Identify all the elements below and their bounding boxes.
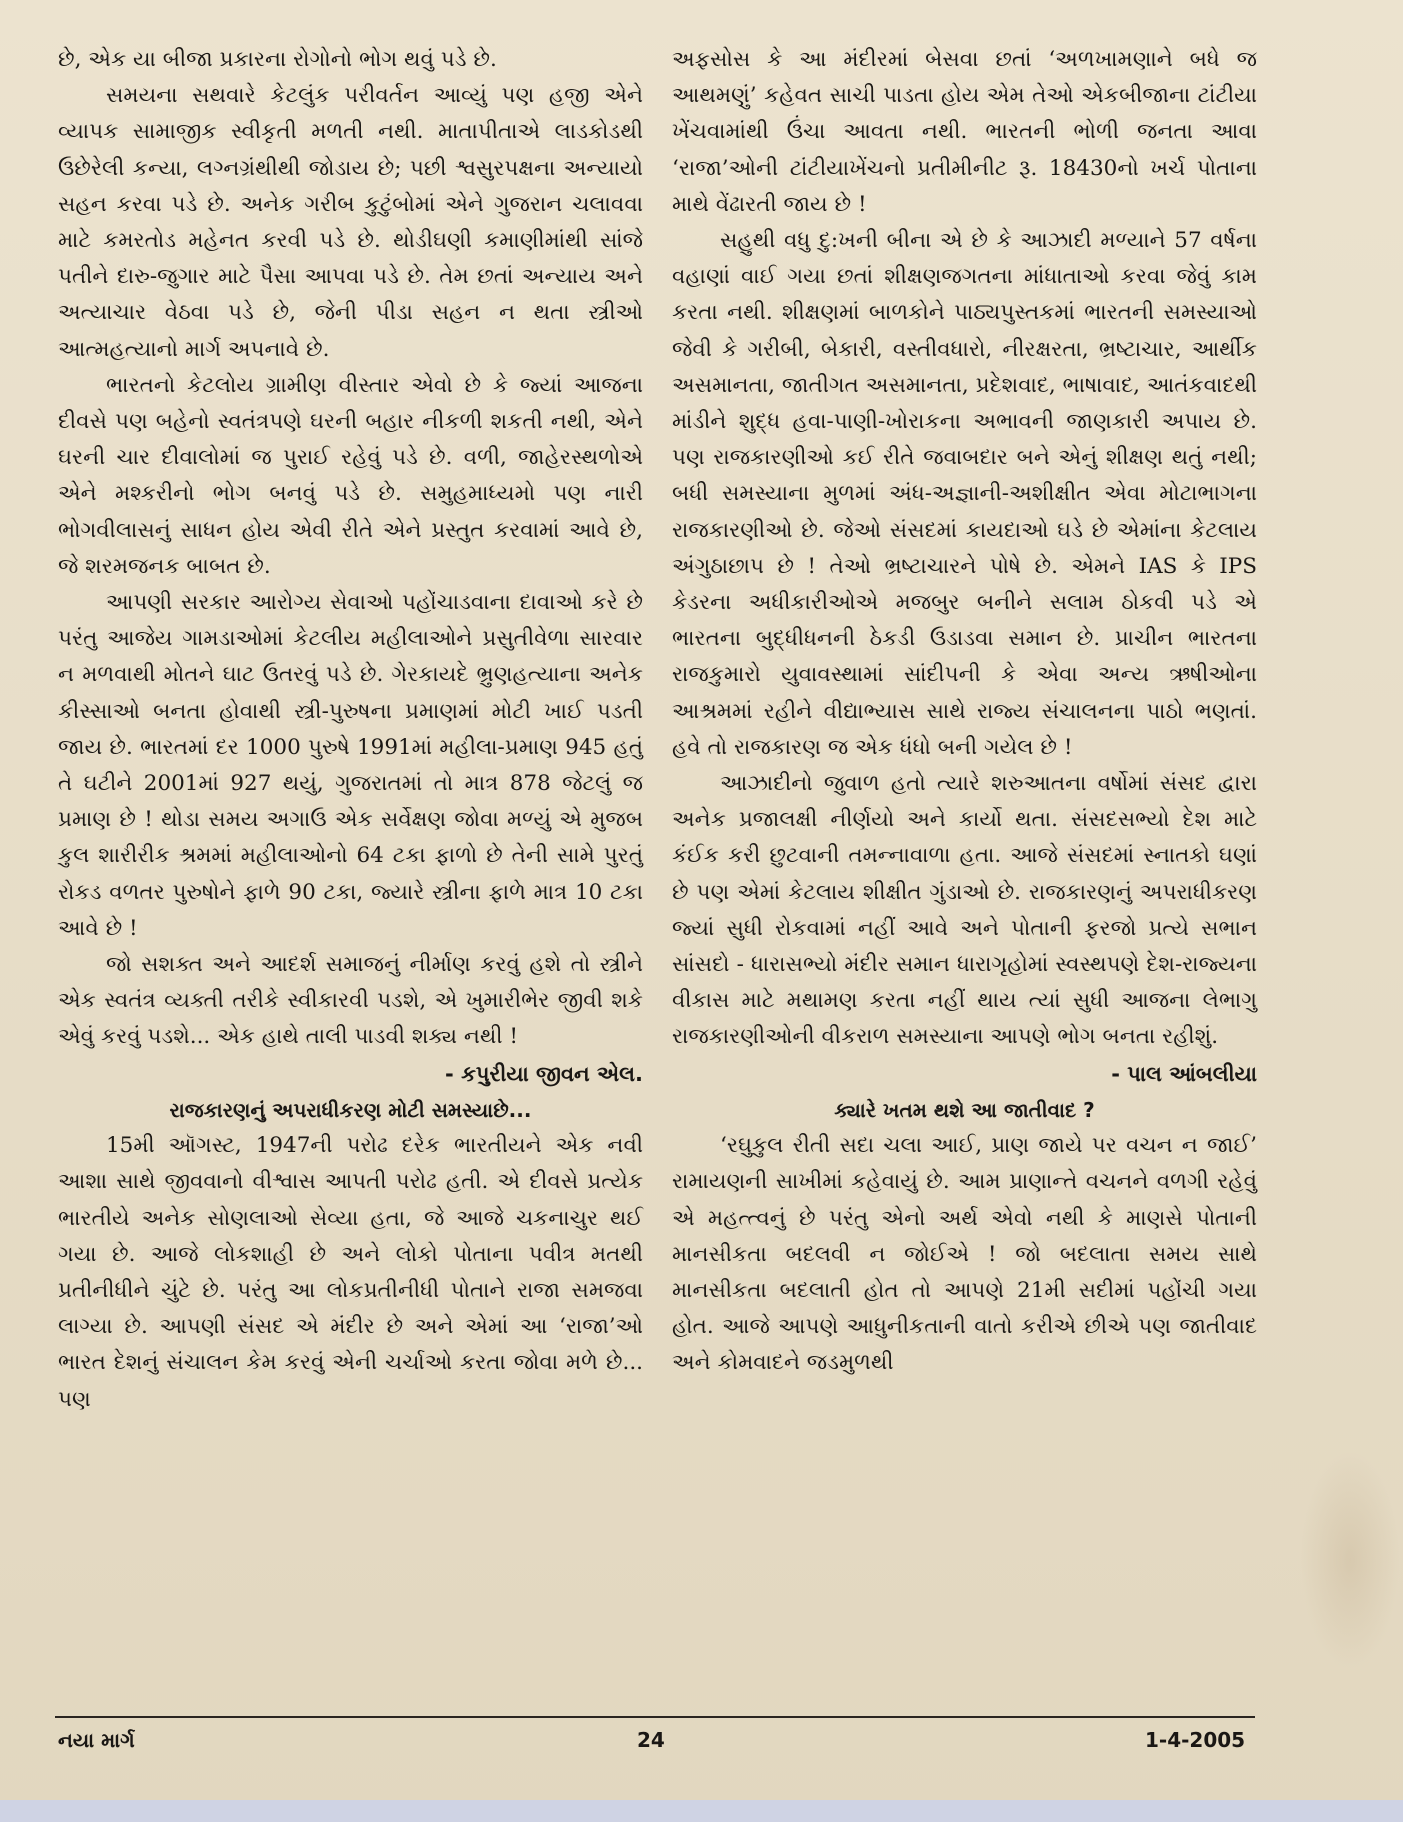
scan-edge [0, 1800, 1403, 1822]
paragraph: જો સશક્ત અને આદર્શ સમાજનું નીર્માણ કરવું હશે તો સ્ત્રીને એક સ્વતંત્ર વ્યક્તી તરીકે સ્વીકારવી પડશે, એ ખુમારીભેર જીવી શકે એવું કરવું પડશે... એક હાથે તાલી પાડવી શક્ય નથી ! [58, 952, 643, 1050]
paper-stain [1300, 1450, 1400, 1670]
paragraph: સમયના સથવારે કેટલુંક પરીવર્તન આવ્યું પણ હજી એને વ્યાપક સામાજીક સ્વીકૃતી મળતી નથી. માતાપીતાએ લાડકોડથી ઉછેરેલી કન્યા, લગ્નગ્રંથીથી જોડાય છે; પછી શ્વસુરપક્ષના અન્યાયો સહન કરવા પડે છે. અનેક ગરીબ કુટુંબોમાં એને ગુજરાન ચલાવવા માટે કમરતોડ મહેનત કરવી પડે છે. થોડીઘણી કમાણીમાંથી સાંજે પતીને દારુ-જુગાર માટે પૈસા આપવા પડે છે. તેમ છતાં અન્યાય અને અત્યાચાર વેઠવા પડે છે, જેની પીડા સહન ન થતા સ્ત્રીઓ આત્મહત્યાનો માર્ગ અપનાવે છે. [58, 83, 643, 362]
paragraph: ભારતનો કેટલોય ગ્રામીણ વીસ્તાર એવો છે કે જ્યાં આજના દીવસે પણ બહેનો સ્વતંત્રપણે ઘરની બહાર નીકળી શકતી નથી, એને ઘરની ચાર દીવાલોમાં જ પુરાઈ રહેવું પડે છે. વળી, જાહેરસ્થળોએ એને મશ્કરીનો ભોગ બનવું પડે છે. સમુહમાધ્યમો પણ નારી ભોગવીલાસનું સાધન હોય એવી રીતે એને પ્રસ્તુત કરવામાં આવે છે, જે શરમજનક બાબત છે. [58, 372, 643, 579]
paragraph: આપણી સરકાર આરોગ્ય સેવાઓ પહોંચાડવાના દાવાઓ કરે છે પરંતુ આજેય ગામડાઓમાં કેટલીય મહીલાઓને પ્રસુતીવેળા સારવાર ન મળવાથી મોતને ઘાટ ઉતરવું પડે છે. ગેરકાયદે ભ્રુણહત્યાના અનેક કીસ્સાઓ બનતા હોવાથી સ્ત્રી-પુરુષના પ્રમાણમાં મોટી ખાઈ પડતી જાય છે. ભારતમાં દર 1000 પુરુષે 1991માં મહીલા-પ્રમાણ 945 હતું તે ઘટીને 2001માં 927 થયું, ગુજરાતમાં તો માત્ર 878 જેટલું જ પ્રમાણ છે ! થોડા સમય અગાઉ એક સર્વેક્ષણ જોવા મળ્યું એ મુજબ કુલ શારીરીક શ્રમમાં મહીલાઓનો 64 ટકા ફાળો છે તેની સામે પુરતું રોકડ વળતર પુરુષોને ફાળે 90 ટકા, જ્યારે સ્ત્રીના ફાળે માત્ર 10 ટકા આવે છે ! [58, 590, 644, 941]
issue-date: 1-4-2005 [1145, 1728, 1246, 1752]
paragraph: 15મી ઑગસ્ટ, 1947ની પરોઢ દરેક ભારતીયને એક નવી આશા સાથે જીવવાનો વીશ્વાસ આપતી પરોઢ હતી. એ દીવસે પ્રત્યેક ભારતીયે અનેક સોણલાઓ સેવ્યા હતા, જે આજે ચકનાચુર થઈ ગયા છે. આજે લોકશાહી છે અને લોકો પોતાના પવીત્ર મતથી પ્રતીનીધીને ચુંટે છે. પરંતુ આ લોકપ્રતીનીધી પોતાને રાજા સમજવા લાગ્યા છે. આપણી સંસદ એ મંદીર છે અને એમાં આ ‘રાજા’ઓ ભારત દેશનું સંચાલન કેમ કરવું એની ચર્ચાઓ કરતા જોવા મળે છે... પણ [58, 1133, 643, 1412]
footer-rule [55, 1716, 1255, 1718]
author-signature: - કપુરીયા જીવન એલ. [445, 1061, 643, 1086]
paragraph: ‘રઘુકુલ રીતી સદા ચલા આઈ, પ્રાણ જાયે પર વચન ન જાઈ’ રામાયણની સાખીમાં કહેવાયું છે. આમ પ્રાણાન્તે વચનને વળગી રહેવું એ મહત્ત્વનું છે પરંતુ એનો અર્થ એવો નથી કે માણસે પોતાની માનસીકતા બદલવી ન જોઈએ ! જો બદલાતા સમય સાથે માનસીકતા બદલાતી હોત તો આપણે 21મી સદીમાં પહોંચી ગયા હોત. આજે આપણે આધુનીકતાની વાતો કરીએ છીએ પણ જાતીવાદ અને કોમવાદને જડમુળથી [672, 1133, 1257, 1376]
paragraph: છે, એક યા બીજા પ્રકારના રોગોનો ભોગ થવું પડે છે. [58, 47, 497, 72]
left-column [58, 42, 643, 1418]
article-heading: ક્યારે ખતમ થશે આ જાતીવાદ ? [834, 1097, 1095, 1122]
page-number: 24 [637, 1728, 665, 1752]
magazine-name: નયા માર્ગ [58, 1728, 135, 1752]
author-signature: - પાલ આંબલીયા [1111, 1061, 1257, 1086]
paragraph: અફસોસ કે આ મંદીરમાં બેસવા છતાં ‘અળખામણાને બધે જ આથમણું’ કહેવત સાચી પાડતા હોય એમ તેઓ એકબીજાના ટાંટીયા ખેંચવામાંથી ઉંચા આવતા નથી. ભારતની ભોળી જનતા આવા ‘રાજા’ઓની ટાંટીયાખેંચનો પ્રતીમીનીટ રૂ. 18430નો ખર્ચ પોતાના માથે વેંઢારતી જાય છે ! [672, 47, 1257, 217]
paragraph: સહુથી વધુ દુ:ખની બીના એ છે કે આઝાદી મળ્યાને 57 વર્ષના વહાણાં વાઈ ગયા છતાં શીક્ષણજગતના માંધાતાઓ કરવા જેવું કામ કરતા નથી. શીક્ષણમાં બાળકોને પાઠ્યપુસ્તકમાં ભારતની સમસ્યાઓ જેવી કે ગરીબી, બેકારી, વસ્તીવધારો, નીરક્ષરતા, ભ્રષ્ટાચાર, આર્થીક અસમાનતા, જાતીગત અસમાનતા, પ્રદેશવાદ, ભાષાવાદ, આતંકવાદથી માંડીને શુદ્ધ હવા-પાણી-ખોરાકના અભાવની જાણકારી અપાય છે. પણ રાજકારણીઓ કઈ રીતે જવાબદાર બને એનું શીક્ષણ થતું નથી; બધી સમસ્યાના મુળમાં અંધ-અજ્ઞાની-અશીક્ષીત એવા મોટાભાગના રાજકારણીઓ છે. જેઓ સંસદમાં કાયદાઓ ઘડે છે એમાંના કેટલાય અંગુઠાછાપ છે ! તેઓ ભ્રષ્ટાચારને પોષે છે. એમને IAS કે IPS કેડરના અધીકારીઓએ મજબુર બનીને સલામ ઠોકવી પડે એ ભારતના બુદ્ધીધનની ઠેકડી ઉડાડવા સમાન છે. પ્રાચીન ભારતના રાજકુમારો યુવાવસ્થામાં સાંદીપની કે એવા અન્ય ઋષીઓના આશ્રમમાં રહીને વીદ્યાભ્યાસ સાથે રાજ્ય સંચાલનના પાઠો ભણતાં. હવે તો રાજકારણ જ એક ધંધો બની ગયેલ છે ! [672, 228, 1257, 760]
article-heading: રાજકારણનું અપરાધીકરણ મોટી સમસ્યા‌છે... [169, 1097, 532, 1122]
right-column [672, 42, 1257, 1382]
paragraph: આઝાદીનો જુવાળ હતો ત્યારે શરુઆતના વર્ષોમાં સંસદ દ્વારા અનેક પ્રજાલક્ષી નીર્ણયો અને કાર્યો થતા. સંસદસભ્યો દેશ માટે કંઈક કરી છુટવાની તમન્નાવાળા હતા. આજે સંસદમાં સ્નાતકો ઘણાં છે પણ એમાં કેટલાય શીક્ષીત ગુંડાઓ છે. રાજકારણનું અપરાધીકરણ જ્યાં સુધી રોકવામાં નહીં આવે અને પોતાની ફરજો પ્રત્યે સભાન સાંસદો - ધારાસભ્યો મંદીર સમાન ધારાગૃહોમાં સ્વસ્થપણે દેશ-રાજ્યના વીકાસ માટે મથામણ કરતા નહીં થાય ત્યાં સુધી આજના લેભાગુ રાજકારણીઓની વીકરાળ સમસ્યાના આપણે ભોગ બનતા રહીશું. [672, 771, 1257, 1050]
